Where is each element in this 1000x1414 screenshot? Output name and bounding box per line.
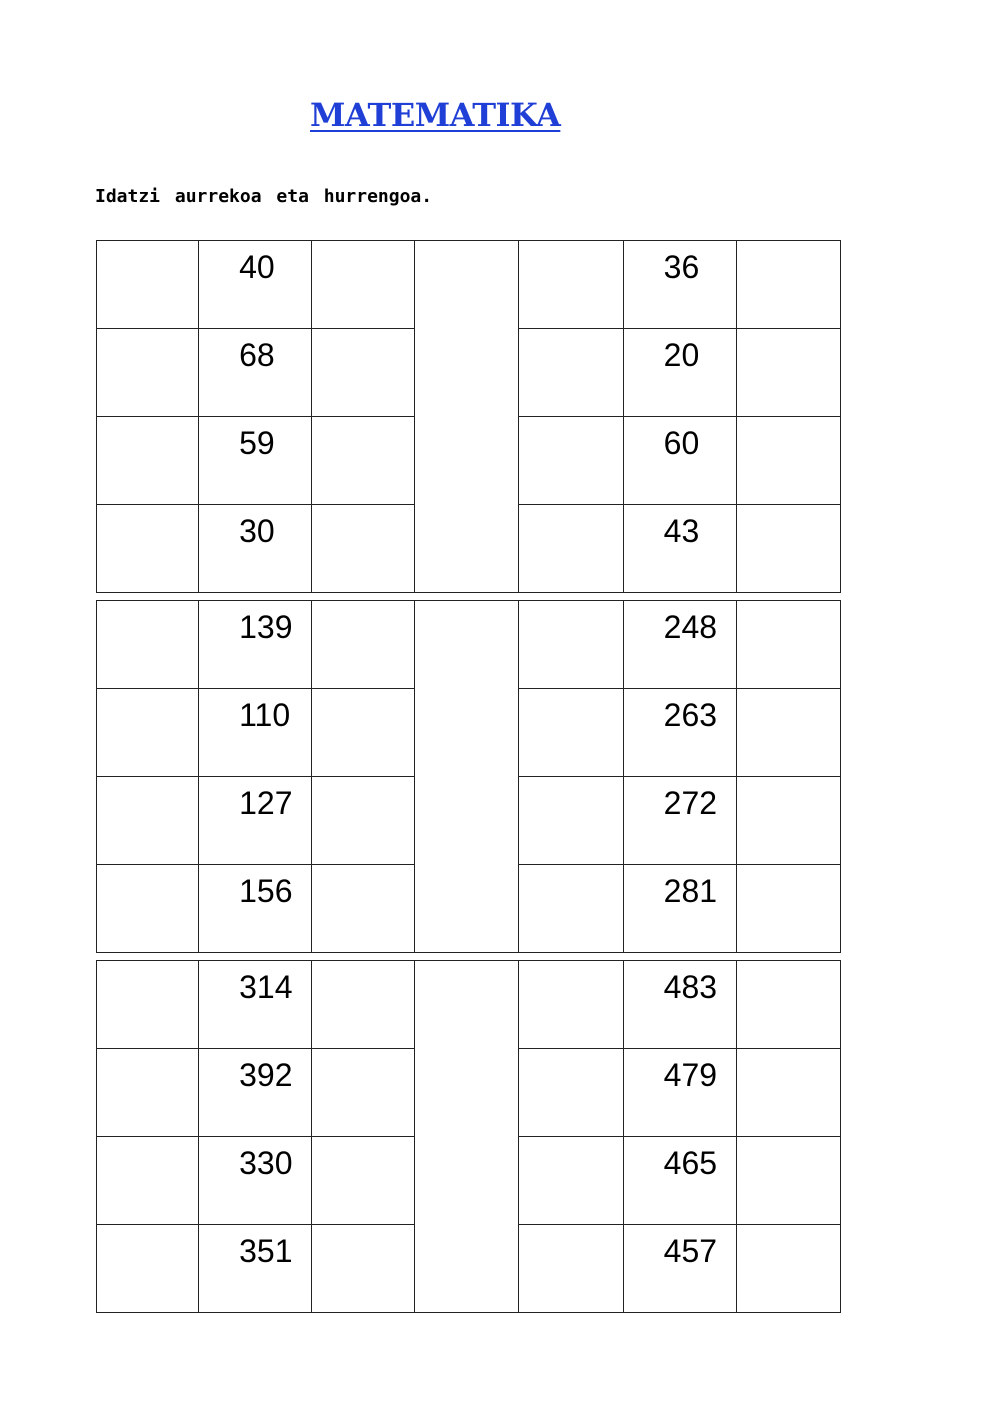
number-cell <box>623 689 736 777</box>
answer-cell-after[interactable] <box>736 689 840 777</box>
number-value: 392 <box>239 1057 293 1093</box>
answer-cell-before[interactable] <box>97 777 199 865</box>
column-divider <box>415 601 518 953</box>
number-cell <box>199 1137 312 1225</box>
column-divider <box>415 961 518 1313</box>
number-value: 263 <box>663 697 718 733</box>
number-cell <box>199 961 312 1049</box>
number-value: 30 <box>239 513 275 549</box>
number-value: 457 <box>663 1233 718 1269</box>
answer-cell-before[interactable] <box>518 241 623 329</box>
number-cell <box>199 689 312 777</box>
answer-cell-after[interactable] <box>736 961 840 1049</box>
answer-cell-before[interactable] <box>518 865 623 953</box>
answer-cell-before[interactable] <box>518 961 623 1049</box>
answer-cell-after[interactable] <box>312 601 415 689</box>
grid-row <box>97 601 841 689</box>
grid-row <box>97 241 841 329</box>
number-cell <box>199 1225 312 1313</box>
number-value: 351 <box>239 1233 293 1269</box>
number-cell <box>623 865 736 953</box>
number-cell <box>199 601 312 689</box>
answer-cell-after[interactable] <box>312 329 415 417</box>
number-value: 465 <box>663 1145 718 1181</box>
answer-cell-before[interactable] <box>97 1137 199 1225</box>
answer-cell-after[interactable] <box>736 1225 840 1313</box>
answer-cell-before[interactable] <box>518 601 623 689</box>
answer-cell-after[interactable] <box>312 505 415 593</box>
answer-cell-after[interactable] <box>312 241 415 329</box>
answer-cell-before[interactable] <box>97 329 199 417</box>
number-cell <box>623 505 736 593</box>
number-cell <box>623 1049 736 1137</box>
number-value: 483 <box>663 969 718 1005</box>
answer-cell-after[interactable] <box>312 1225 415 1313</box>
number-value: 59 <box>239 425 275 461</box>
number-value: 68 <box>239 337 275 373</box>
answer-cell-after[interactable] <box>736 865 840 953</box>
number-cell <box>199 865 312 953</box>
number-cell <box>623 241 736 329</box>
answer-cell-after[interactable] <box>736 505 840 593</box>
grid-row <box>97 961 841 1049</box>
answer-cell-before[interactable] <box>518 1137 623 1225</box>
answer-cell-after[interactable] <box>736 1137 840 1225</box>
number-value: 281 <box>663 873 718 909</box>
answer-cell-after[interactable] <box>312 961 415 1049</box>
number-cell <box>199 241 312 329</box>
number-cell <box>199 777 312 865</box>
number-value: 248 <box>663 609 718 645</box>
answer-cell-after[interactable] <box>736 417 840 505</box>
number-cell <box>199 1049 312 1137</box>
number-value: 139 <box>239 609 293 645</box>
number-cell <box>623 1225 736 1313</box>
answer-cell-before[interactable] <box>518 329 623 417</box>
answer-cell-before[interactable] <box>518 505 623 593</box>
number-cell <box>199 329 312 417</box>
answer-cell-before[interactable] <box>97 417 199 505</box>
number-cell <box>199 417 312 505</box>
answer-cell-before[interactable] <box>97 601 199 689</box>
answer-cell-before[interactable] <box>518 417 623 505</box>
number-value: 60 <box>663 425 700 461</box>
number-grid-1 <box>96 240 841 593</box>
page-title: MATEMATIKA <box>310 96 561 134</box>
answer-cell-before[interactable] <box>518 1225 623 1313</box>
number-value: 36 <box>663 249 700 285</box>
number-cell <box>623 601 736 689</box>
number-grid-2 <box>96 600 841 953</box>
number-value: 314 <box>239 969 293 1005</box>
answer-cell-after[interactable] <box>736 1049 840 1137</box>
answer-cell-before[interactable] <box>97 1225 199 1313</box>
number-value: 127 <box>239 785 293 821</box>
number-value: 20 <box>663 337 700 373</box>
column-divider <box>415 241 518 593</box>
answer-cell-before[interactable] <box>97 505 199 593</box>
number-value: 40 <box>239 249 275 285</box>
number-cell <box>623 329 736 417</box>
number-value: 479 <box>663 1057 718 1093</box>
answer-cell-before[interactable] <box>518 777 623 865</box>
number-value: 330 <box>239 1145 293 1181</box>
answer-cell-after[interactable] <box>312 777 415 865</box>
answer-cell-after[interactable] <box>736 329 840 417</box>
number-value: 43 <box>663 513 700 549</box>
answer-cell-after[interactable] <box>312 1049 415 1137</box>
number-value: 156 <box>239 873 293 909</box>
answer-cell-before[interactable] <box>518 689 623 777</box>
answer-cell-before[interactable] <box>97 689 199 777</box>
number-cell <box>623 1137 736 1225</box>
answer-cell-before[interactable] <box>97 1049 199 1137</box>
number-cell <box>623 961 736 1049</box>
answer-cell-before[interactable] <box>97 241 199 329</box>
answer-cell-after[interactable] <box>312 689 415 777</box>
answer-cell-before[interactable] <box>97 865 199 953</box>
answer-cell-after[interactable] <box>312 865 415 953</box>
answer-cell-after[interactable] <box>736 601 840 689</box>
answer-cell-before[interactable] <box>97 961 199 1049</box>
number-value: 110 <box>239 697 291 733</box>
number-cell <box>623 417 736 505</box>
answer-cell-after[interactable] <box>736 777 840 865</box>
number-cell <box>623 777 736 865</box>
instruction-text: Idatzi aurrekoa eta hurrengoa. <box>95 186 433 207</box>
number-grid-3 <box>96 960 841 1313</box>
answer-cell-after[interactable] <box>736 241 840 329</box>
answer-cell-after[interactable] <box>312 1137 415 1225</box>
answer-cell-after[interactable] <box>312 417 415 505</box>
answer-cell-before[interactable] <box>518 1049 623 1137</box>
number-value: 272 <box>663 785 718 821</box>
number-cell <box>199 505 312 593</box>
